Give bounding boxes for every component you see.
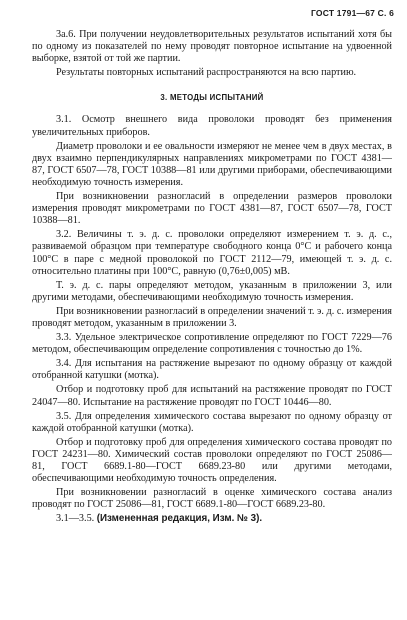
- amendment-bold-text: (Измененная редакция, Изм. № 3).: [96, 513, 263, 525]
- paragraph-3-3: 3.3. Удельное электрическое сопротивление определяют по ГОСТ 7229—76 методом, обеспечивающим определение сопротивления с точностью до 1%.: [32, 332, 392, 356]
- paragraph-tensile-samples: Отбор и подготовку проб для испытаний на растяжение проводят по ГОСТ 24047—80. Испытание на растяжение проводят по ГОСТ 10446—80.: [32, 384, 392, 408]
- paragraph-retest-results: Результаты повторных испытаний распространяются на всю партию.: [56, 67, 357, 79]
- paragraph-3-4: 3.4. Для испытания на растяжение вырезают по одному образцу от каждой отобранной катушки (мотка).: [32, 358, 392, 382]
- paragraph-3a6: 3а.6. При получении неудовлетворительных результатов испытаний хотя бы по одному из показателей по нему проводят повторное испытание на удвоенной выборке, взятой от той же партии.: [32, 29, 392, 65]
- document-body: [32, 29, 392, 527]
- paragraph-3-1: 3.1. Осмотр внешнего вида проволоки проводят без применения увеличительных приборов.: [32, 114, 392, 138]
- paragraph-3-5: 3.5. Для определения химического состава вырезают по одному образцу от каждой отобранной катушки (мотка).: [32, 410, 392, 434]
- paragraph-3-2: 3.2. Величины т. э. д. с. проволоки определяют измерением т. э. д. с., развиваемой образцом при температуре свободного конца 0°С и рабочего конца 100°С в паре с медной проволокой по ГОСТ 2112—79, имеющей т. э. д. с. относительно платины при 100°С, равную (0,76±0,005) мВ.: [32, 229, 392, 277]
- paragraph-chemical-samples: Отбор и подготовку проб для определения химического состава проводят по ГОСТ 24231—80. Химический состав проволоки определяют по ГОСТ 25086—81, ГОСТ 6689.1-80—ГОСТ 6689.23-80 или другими методами, обеспечивающими необходимую точность определения.: [32, 436, 392, 485]
- paragraph-emf-disputes: При возникновении разногласий в определении значений т. э. д. с. измерения проводят методом, указанным в приложении 3.: [32, 305, 392, 329]
- paragraph-chemical-disputes: При возникновении разногласий в оценке химического состава анализ проводят по ГОСТ 25086—81, ГОСТ 6689.1-80—ГОСТ 6689.23-80.: [32, 487, 392, 511]
- section-title: 3. МЕТОДЫ ИСПЫТАНИЙ: [160, 93, 264, 103]
- paragraph-emf-method: Т. э. д. с. пары определяют методом, указанным в приложении 3, или другими методами, обеспечивающими необходимую точность измерения.: [32, 279, 392, 303]
- page-header: ГОСТ 1791—67 С. 6: [310, 8, 394, 18]
- paragraph-size-disputes: При возникновении разногласий в определении размеров проволоки измерения проводят микрометрами по ГОСТ 4381—87, ГОСТ 6507—78, ГОСТ 10388—81.: [32, 191, 392, 227]
- paragraph-diameter: Диаметр проволоки и ее овальности измеряют не менее чем в двух местах, в двух взаимно перпендикулярных направлениях микрометрами по ГОСТ 4381—87, ГОСТ 6507—78, ГОСТ 10388—81 или другими приборами, обеспечивающими необходимую точность измерения.: [32, 140, 392, 188]
- amendment-prefix: 3.1—3.5.: [56, 513, 97, 525]
- paragraph-amendment-note: [32, 513, 392, 525]
